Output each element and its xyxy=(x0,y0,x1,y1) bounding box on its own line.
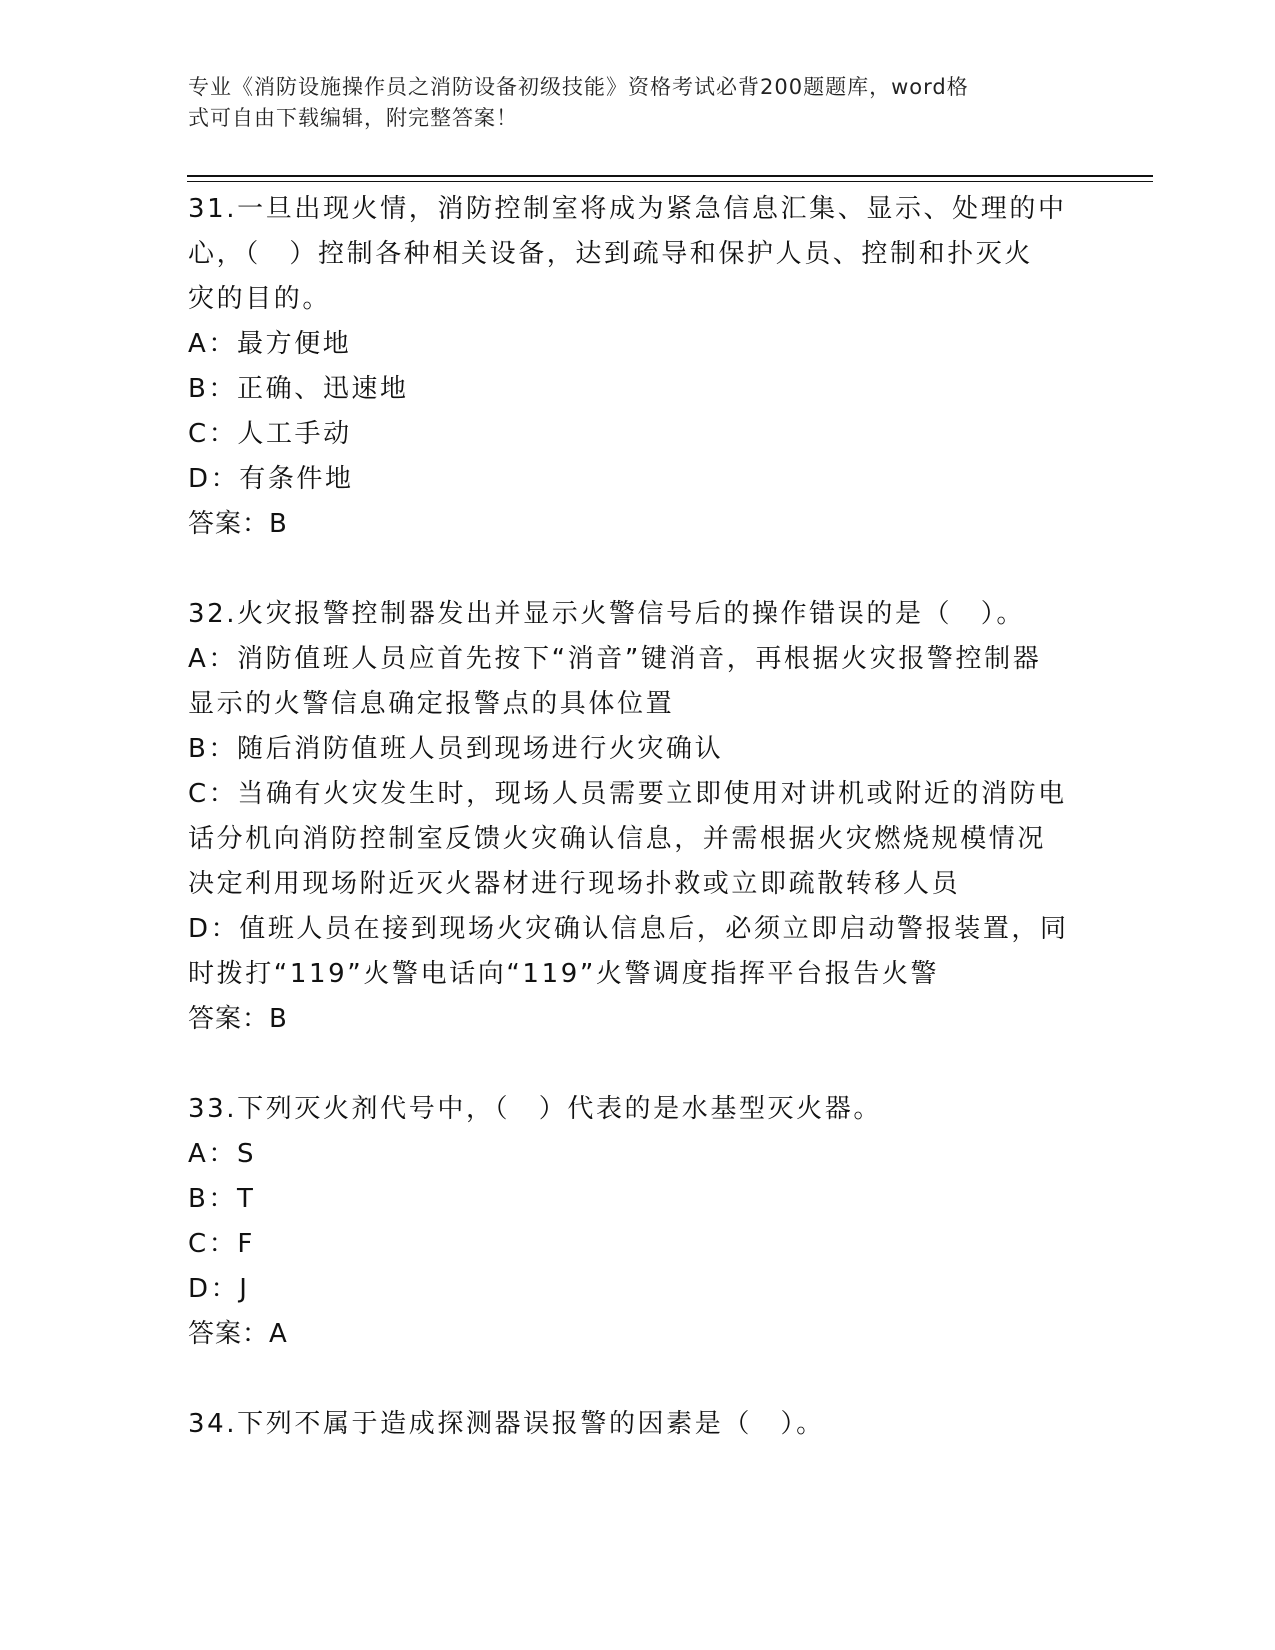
option-c-continued: 决定利用现场附近灭火器材进行现场扑救或立即疏散转移人员 xyxy=(188,869,961,899)
question-stem: 31.一旦出现火情，消防控制室将成为紧急信息汇集、显示、处理的中 xyxy=(188,194,1067,224)
question-stem: 32.火灾报警控制器发出并显示火警信号后的操作错误的是（ ）。 xyxy=(188,599,1025,629)
answer-line: 答案：B xyxy=(188,1004,288,1034)
spacer xyxy=(188,1357,1088,1402)
document-header xyxy=(188,72,1068,134)
option-d: D：有条件地 xyxy=(188,464,354,494)
question-stem: 33.下列灭火剂代号中，（ ）代表的是水基型灭火器。 xyxy=(188,1094,882,1124)
option-a-continued: 显示的火警信息确定报警点的具体位置 xyxy=(188,689,675,719)
option-c: C：人工手动 xyxy=(188,419,352,449)
option-b: B：T xyxy=(188,1184,256,1214)
header-line: 式可自由下载编辑，附完整答案！ xyxy=(188,106,518,130)
question-list xyxy=(188,187,1088,1447)
option-d-continued: 时拨打“119”火警电话向“119”火警调度指挥平台报告火警 xyxy=(188,959,940,989)
option-b: B：随后消防值班人员到现场进行火灾确认 xyxy=(188,734,724,764)
option-c: C：F xyxy=(188,1229,255,1259)
question-stem: 34.下列不属于造成探测器误报警的因素是（ ）。 xyxy=(188,1409,825,1439)
spacer xyxy=(188,547,1088,592)
question-34 xyxy=(188,1402,1088,1447)
option-a: A：最方便地 xyxy=(188,329,352,359)
option-d: D：J xyxy=(188,1274,250,1304)
option-d: D：值班人员在接到现场火灾确认信息后，必须立即启动警报装置，同 xyxy=(188,914,1069,944)
header-divider xyxy=(187,175,1153,177)
header-line: 专业《消防设施操作员之消防设备初级技能》资格考试必背200题题库，word格 xyxy=(188,75,969,99)
question-stem: 灾的目的。 xyxy=(188,284,332,314)
option-c-continued: 话分机向消防控制室反馈火灾确认信息，并需根据火灾燃烧规模情况 xyxy=(188,824,1047,854)
option-b: B：正确、迅速地 xyxy=(188,374,409,404)
option-a: A：消防值班人员应首先按下“消音”键消音，再根据火灾报警控制器 xyxy=(188,644,1042,674)
question-33 xyxy=(188,1087,1088,1357)
header-divider-thin xyxy=(187,181,1153,182)
spacer xyxy=(188,1042,1088,1087)
option-a: A：S xyxy=(188,1139,257,1169)
answer-line: 答案：B xyxy=(188,509,288,539)
question-32 xyxy=(188,592,1088,1042)
option-c: C：当确有火灾发生时，现场人员需要立即使用对讲机或附近的消防电 xyxy=(188,779,1067,809)
question-stem: 心，（ ）控制各种相关设备，达到疏导和保护人员、控制和扑灭火 xyxy=(188,239,1034,269)
answer-line: 答案：A xyxy=(188,1319,288,1349)
question-31 xyxy=(188,187,1088,547)
